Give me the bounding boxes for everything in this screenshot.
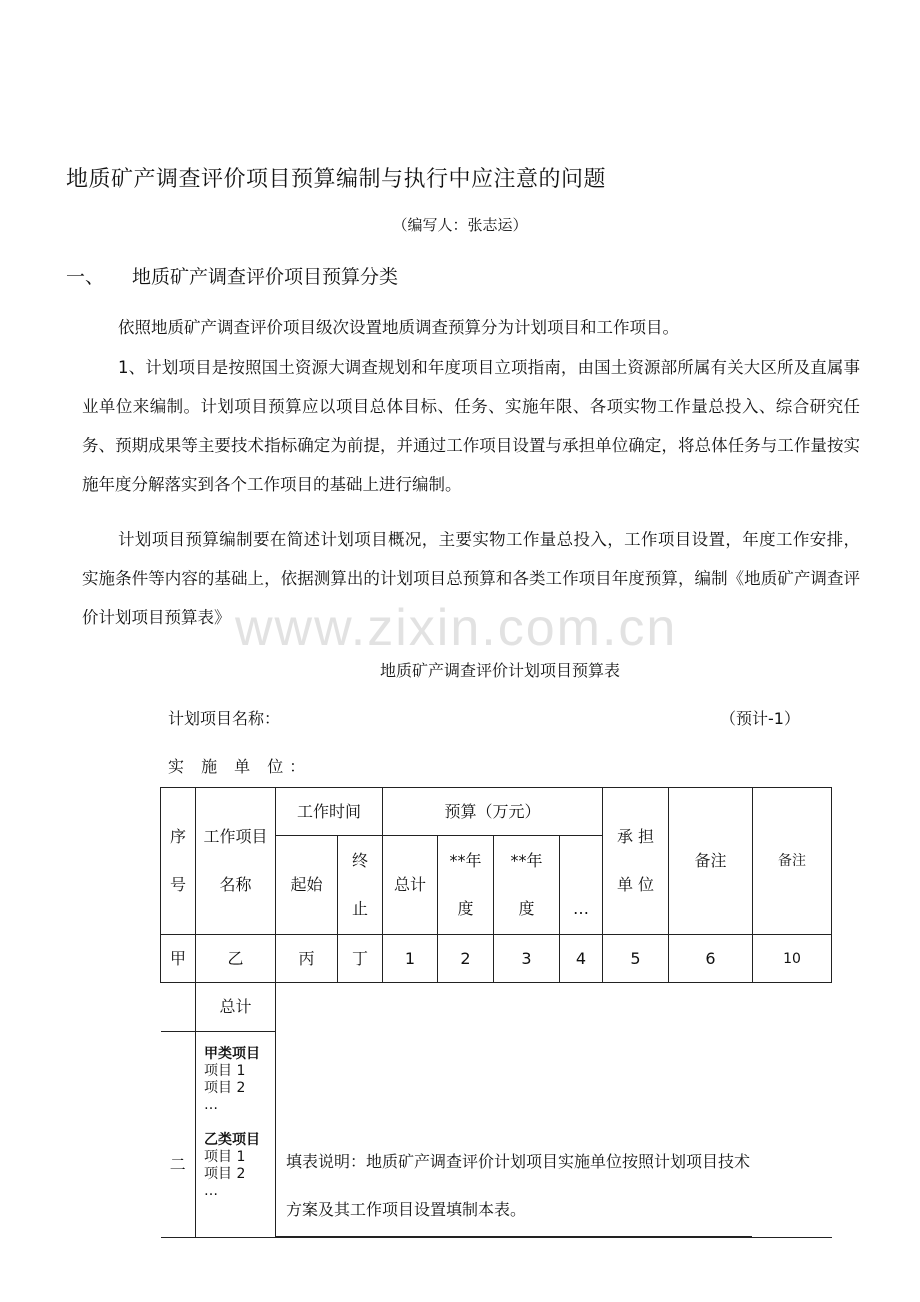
code-cell: 6: [669, 935, 753, 983]
list-item: 项目 2: [204, 1080, 246, 1097]
fill-note: 填表说明：地质矿产调查评价计划项目实施单位按照计划项目技术方案及其工作项目设置填制本表。: [286, 1152, 751, 1219]
section-number: 一、: [66, 266, 105, 288]
plan-name-label: 计划项目名称：: [168, 709, 281, 728]
header-end: 终止: [338, 836, 383, 935]
code-cell: 2: [438, 935, 494, 983]
code-cell: 丁: [338, 935, 383, 983]
section-title: 地质矿产调查评价项目预算分类: [132, 266, 399, 288]
author-line: [0, 214, 920, 235]
code-cell: 甲: [161, 935, 196, 983]
budget-table: [160, 787, 832, 1238]
table-code: （预计-1）: [720, 709, 800, 728]
header-work-time: 工作时间: [276, 788, 383, 836]
header-seq: 序号: [161, 788, 196, 935]
total-seq-cell: [161, 983, 196, 1032]
code-cell: 3: [494, 935, 560, 983]
header-undertaker: 承 担 单 位: [603, 788, 669, 935]
list-item: …: [204, 1183, 218, 1200]
group-a-title: 甲类项目: [204, 1046, 260, 1063]
group-b-title: 乙类项目: [204, 1132, 260, 1149]
group-a: [204, 1046, 275, 1114]
group-b: [204, 1132, 275, 1200]
note-area: [276, 983, 832, 1238]
header-more: …: [560, 836, 603, 935]
header-remark-2: 备注: [753, 788, 832, 935]
list-item: 项目 2: [204, 1166, 246, 1183]
document-title: 地质矿产调查评价项目预算编制与执行中应注意的问题: [66, 167, 607, 192]
table-caption: 地质矿产调查评价计划项目预算表: [379, 661, 620, 680]
list-item: …: [204, 1097, 218, 1114]
unit-label: 实 施 单 位：: [168, 757, 312, 776]
code-cell: 5: [603, 935, 669, 983]
header-work-name: 工作项目名称: [196, 788, 276, 935]
header-year-2: **年度: [494, 836, 560, 935]
code-cell: 丙: [276, 935, 338, 983]
list-item: 项目 1: [204, 1063, 246, 1080]
header-start: 起始: [276, 836, 338, 935]
total-label: 总计: [196, 983, 276, 1032]
watermark: www.zixin.com.cn: [235, 599, 678, 657]
code-cell: 1: [383, 935, 438, 983]
list-item: 项目 1: [204, 1149, 246, 1166]
code-row: [161, 935, 832, 983]
header-total: 总计: [383, 836, 438, 935]
paragraph-1: 依照地质矿产调查评价项目级次设置地质调查预算分为计划项目和工作项目。: [118, 318, 679, 337]
header-remark-1: 备注: [669, 788, 753, 935]
row-two-seq: 二: [161, 1032, 196, 1238]
author-text: （编写人：张志运）: [392, 216, 528, 234]
header-budget: 预算（万元）: [383, 788, 603, 836]
paragraph-2: 1、计划项目是按照国土资源大调查规划和年度项目立项指南，由国土资源部所属有关大区所及直属事业单位来编制。计划项目预算应以项目总体目标、任务、实施年限、各项实物工作量总投入、综合研究任务、预期成果等主要技术指标确定为前提，并通过工作项目设置与承担单位确定，将总体任务与工作量按实施年度分解落实到各个工作项目的基础上进行编制。: [82, 358, 860, 494]
header-year-1: **年度: [438, 836, 494, 935]
section-heading: [66, 262, 398, 289]
code-cell: 10: [753, 935, 832, 983]
project-list-cell: [196, 1032, 276, 1238]
code-cell: 乙: [196, 935, 276, 983]
paragraph-3: 计划项目预算编制要在简述计划项目概况，主要实物工作量总投入，工作项目设置，年度工作安排，实施条件等内容的基础上，依据测算出的计划项目总预算和各类工作项目年度预算，编制《地质矿产调查评价计划项目预算表》: [82, 530, 860, 627]
code-cell: 4: [560, 935, 603, 983]
